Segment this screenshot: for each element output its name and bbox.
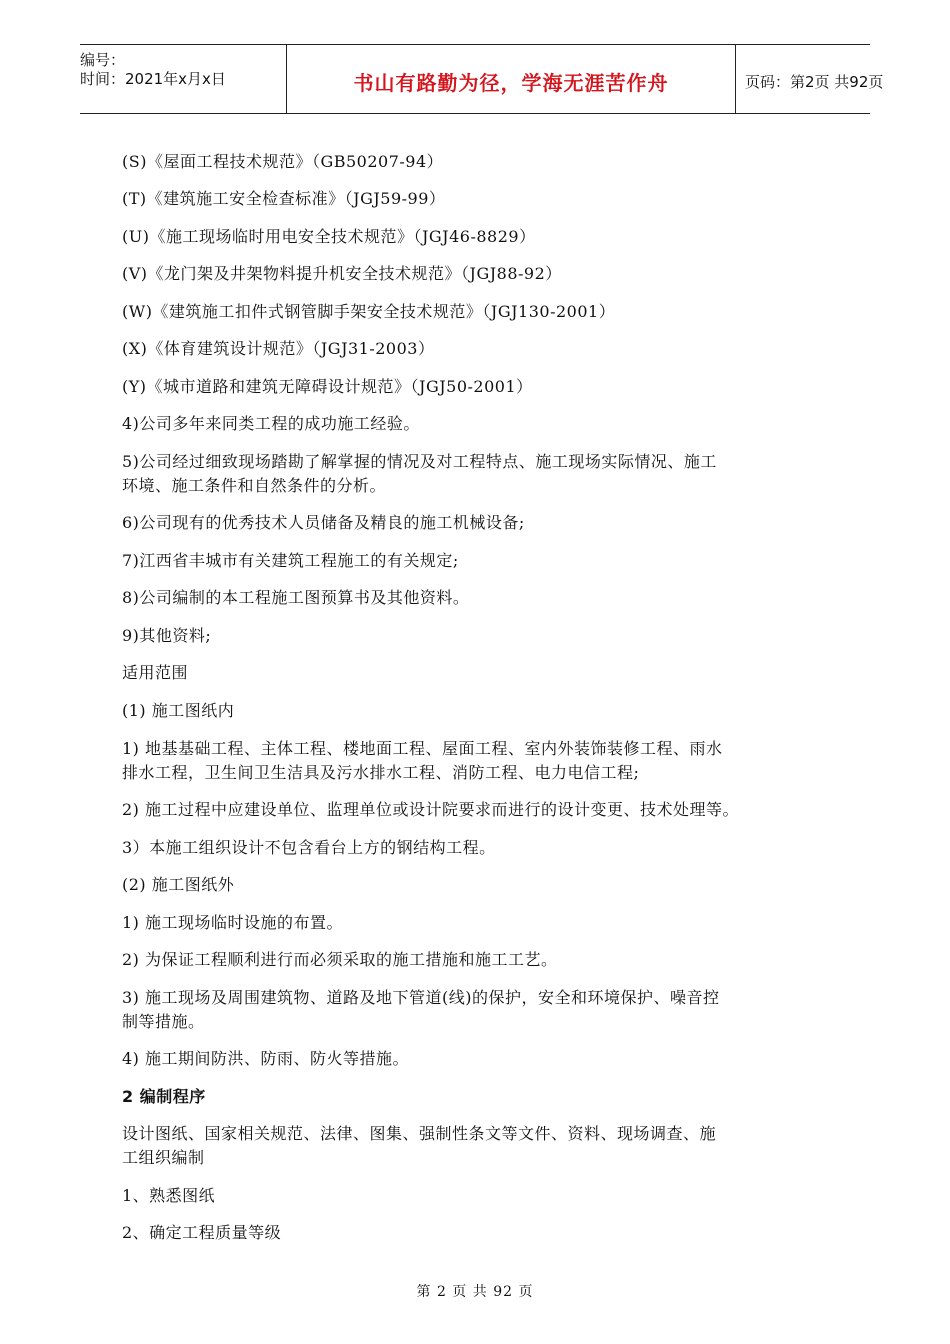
header-meta xyxy=(80,45,286,113)
page-header xyxy=(80,44,884,114)
document-number-label: 编号： xyxy=(80,51,126,69)
page-footer: 第 2 页 共 92 页 xyxy=(416,1284,534,1300)
body-line: 8)公司编制的本工程施工图预算书及其他资料。 xyxy=(122,588,470,607)
body-line: (2) 施工图纸外 xyxy=(122,875,235,894)
body-line: (U)《施工现场临时用电安全技术规范》（JGJ46-8829） xyxy=(122,227,536,246)
body-line: 1) 施工现场临时设施的布置。 xyxy=(122,913,344,932)
body-line: 3) 施工现场及周围建筑物、道路及地下管道(线)的保护，安全和环境保护、噪音控 xyxy=(122,988,720,1007)
body-line: 7)江西省丰城市有关建筑工程施工的有关规定; xyxy=(122,551,459,570)
body-line: 1) 地基基础工程、主体工程、楼地面工程、屋面工程、室内外装饰装修工程、雨水 xyxy=(122,739,723,758)
body-line: 排水工程，卫生间卫生洁具及污水排水工程、消防工程、电力电信工程; xyxy=(122,763,640,782)
body-line: 适用范围 xyxy=(122,663,189,682)
body-line: (W)《建筑施工扣件式钢管脚手架安全技术规范》（JGJ130-2001） xyxy=(122,302,616,321)
body-line: 5)公司经过细致现场踏勘了解掌握的情况及对工程特点、施工现场实际情况、施工 xyxy=(122,452,717,471)
body-line: (Y)《城市道路和建筑无障碍设计规范》（JGJ50-2001） xyxy=(122,377,533,396)
body-line: (V)《龙门架及井架物料提升机安全技术规范》（JGJ88-92） xyxy=(122,264,562,283)
section-heading: 2 编制程序 xyxy=(122,1087,206,1106)
header-motto: 书山有路勤为径，学海无涯苦作舟 xyxy=(286,45,736,113)
body-line: 环境、施工条件和自然条件的分析。 xyxy=(122,476,387,495)
body-line: 4) 施工期间防洪、防雨、防火等措施。 xyxy=(122,1049,410,1068)
body-line: 制等措施。 xyxy=(122,1012,205,1031)
body-line: 9)其他资料; xyxy=(122,626,212,645)
body-line: 4)公司多年来同类工程的成功施工经验。 xyxy=(122,414,420,433)
body-line: 设计图纸、国家相关规范、法律、图集、强制性条文等文件、资料、现场调查、施 xyxy=(122,1124,717,1143)
body-line: (1) 施工图纸内 xyxy=(122,701,235,720)
body-line: (S)《屋面工程技术规范》（GB50207-94） xyxy=(122,152,444,171)
body-line: 2) 为保证工程顺利进行而必须采取的施工措施和施工工艺。 xyxy=(122,950,558,969)
document-time-label: 时间：2021年x月x日 xyxy=(80,70,226,88)
body-line: (X)《体育建筑设计规范》（JGJ31-2003） xyxy=(122,339,435,358)
body-line: 6)公司现有的优秀技术人员储备及精良的施工机械设备; xyxy=(122,513,525,532)
body-line: 2) 施工过程中应建设单位、监理单位或设计院要求而进行的设计变更、技术处理等。 xyxy=(122,800,740,819)
body-line: 工组织编制 xyxy=(122,1148,205,1167)
body-line: 2、确定工程质量等级 xyxy=(122,1223,282,1242)
body-line: 1、熟悉图纸 xyxy=(122,1186,216,1205)
header-page-info: 页码：第2页 共92页 xyxy=(745,72,884,91)
body-line: 3）本施工组织设计不包含看台上方的钢结构工程。 xyxy=(122,838,496,857)
body-line: (T)《建筑施工安全检查标准》（JGJ59-99） xyxy=(122,189,446,208)
